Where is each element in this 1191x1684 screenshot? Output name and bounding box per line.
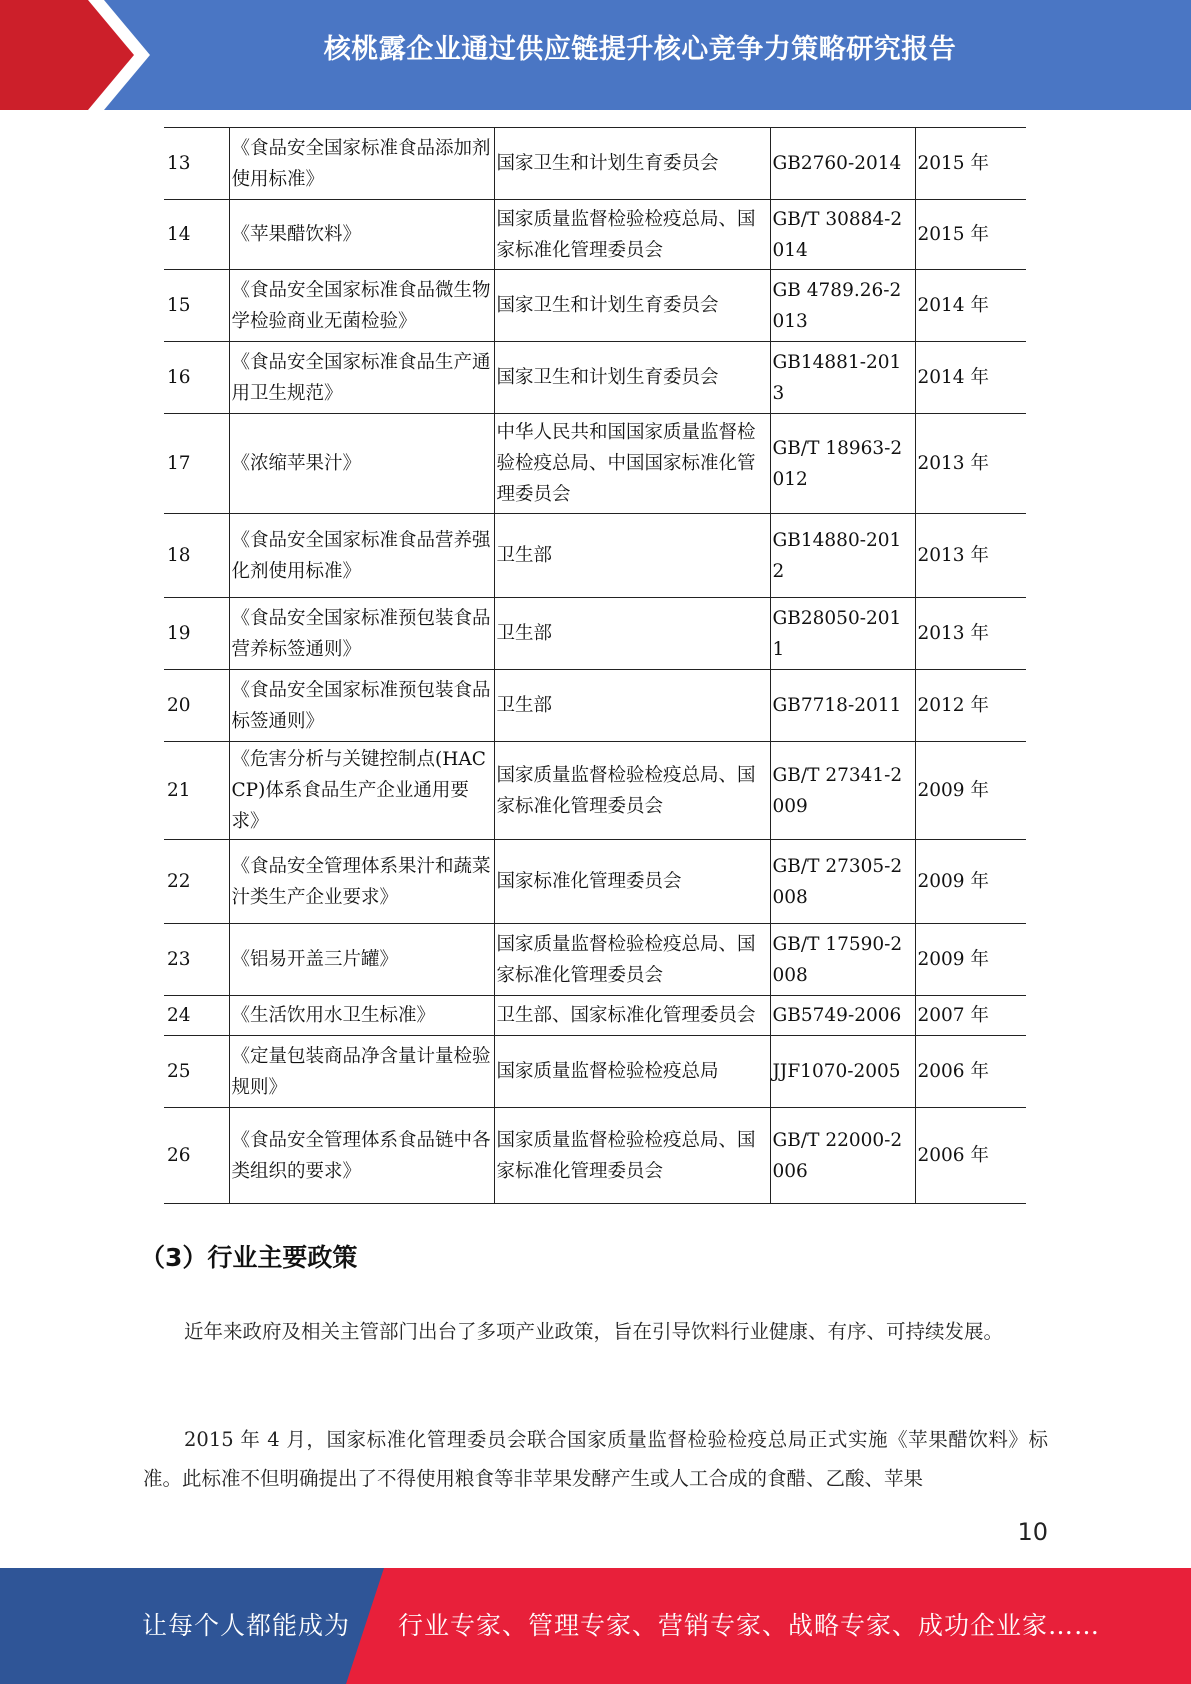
policy-paragraph-1: 近年来政府及相关主管部门出台了多项产业政策，旨在引导饮料行业健康、有序、可持续发展。 xyxy=(184,1320,1004,1343)
table-row xyxy=(164,840,1026,924)
table-row xyxy=(164,1108,1026,1204)
standard-name-cell: 《食品安全国家标准预包装食品标签通则》 xyxy=(229,670,494,742)
standard-code-cell: GB28050-2011 xyxy=(770,598,915,670)
row-number-cell: 24 xyxy=(164,996,229,1036)
issuing-organization-cell: 卫生部 xyxy=(494,514,770,598)
issuing-organization-cell: 卫生部 xyxy=(494,670,770,742)
effective-year-cell: 2014 年 xyxy=(915,342,1026,414)
table-row xyxy=(164,342,1026,414)
standard-code-cell: GB/T 27341-2009 xyxy=(770,742,915,840)
standard-code-cell: GB/T 22000-2006 xyxy=(770,1108,915,1204)
table-row xyxy=(164,1036,1026,1108)
effective-year-cell: 2015 年 xyxy=(915,200,1026,270)
report-title: 核桃露企业通过供应链提升核心竞争力策略研究报告 xyxy=(323,34,957,65)
row-number-cell: 23 xyxy=(164,924,229,996)
standard-code-cell: JJF1070-2005 xyxy=(770,1036,915,1108)
standard-code-cell: GB/T 30884-2014 xyxy=(770,200,915,270)
standard-name-cell: 《食品安全国家标准食品生产通用卫生规范》 xyxy=(229,342,494,414)
standard-name-cell: 《苹果醋饮料》 xyxy=(229,200,494,270)
row-number-cell: 20 xyxy=(164,670,229,742)
standard-code-cell: GB 4789.26-2013 xyxy=(770,270,915,342)
standard-name-cell: 《危害分析与关键控制点(HACCP)体系食品生产企业通用要求》 xyxy=(229,742,494,840)
issuing-organization-cell: 国家卫生和计划生育委员会 xyxy=(494,270,770,342)
standard-code-cell: GB/T 27305-2008 xyxy=(770,840,915,924)
standard-name-cell: 《食品安全国家标准食品微生物学检验商业无菌检验》 xyxy=(229,270,494,342)
issuing-organization-cell: 国家质量监督检验检疫总局、国家标准化管理委员会 xyxy=(494,200,770,270)
standard-name-cell: 《生活饮用水卫生标准》 xyxy=(229,996,494,1036)
issuing-organization-cell: 国家质量监督检验检疫总局、国家标准化管理委员会 xyxy=(494,924,770,996)
standard-code-cell: GB7718-2011 xyxy=(770,670,915,742)
standard-code-cell: GB2760-2014 xyxy=(770,128,915,200)
standard-code-cell: GB/T 17590-2008 xyxy=(770,924,915,996)
effective-year-cell: 2009 年 xyxy=(915,840,1026,924)
table-row xyxy=(164,996,1026,1036)
effective-year-cell: 2013 年 xyxy=(915,514,1026,598)
page-header xyxy=(0,0,1191,110)
issuing-organization-cell: 国家质量监督检验检疫总局、国家标准化管理委员会 xyxy=(494,1108,770,1204)
issuing-organization-cell: 国家质量监督检验检疫总局 xyxy=(494,1036,770,1108)
table-row xyxy=(164,128,1026,200)
effective-year-cell: 2006 年 xyxy=(915,1108,1026,1204)
standard-code-cell: GB14881-2013 xyxy=(770,342,915,414)
policy-paragraph-2: 2015 年 4 月，国家标准化管理委员会联合国家质量监督检验检疫总局正式实施《苹果醋饮料》标准。此标准不但明确提出了不得使用粮食等非苹果发酵产生或人工合成的食醋、乙酸、苹果 xyxy=(143,1428,1048,1490)
standards-table xyxy=(164,127,1026,1204)
effective-year-cell: 2013 年 xyxy=(915,414,1026,514)
standard-code-cell: GB/T 18963-2012 xyxy=(770,414,915,514)
row-number-cell: 16 xyxy=(164,342,229,414)
table-row xyxy=(164,270,1026,342)
effective-year-cell: 2007 年 xyxy=(915,996,1026,1036)
standard-name-cell: 《食品安全国家标准食品营养强化剂使用标准》 xyxy=(229,514,494,598)
issuing-organization-cell: 卫生部、国家标准化管理委员会 xyxy=(494,996,770,1036)
row-number-cell: 25 xyxy=(164,1036,229,1108)
section-heading: （3）行业主要政策 xyxy=(140,1243,358,1272)
standard-name-cell: 《浓缩苹果汁》 xyxy=(229,414,494,514)
standard-name-cell: 《食品安全国家标准食品添加剂使用标准》 xyxy=(229,128,494,200)
table-row xyxy=(164,414,1026,514)
issuing-organization-cell: 国家质量监督检验检疫总局、国家标准化管理委员会 xyxy=(494,742,770,840)
issuing-organization-cell: 国家卫生和计划生育委员会 xyxy=(494,128,770,200)
standard-code-cell: GB14880-2012 xyxy=(770,514,915,598)
standard-name-cell: 《食品安全管理体系食品链中各类组织的要求》 xyxy=(229,1108,494,1204)
row-number-cell: 26 xyxy=(164,1108,229,1204)
standard-name-cell: 《铝易开盖三片罐》 xyxy=(229,924,494,996)
row-number-cell: 18 xyxy=(164,514,229,598)
standard-name-cell: 《食品安全国家标准预包装食品营养标签通则》 xyxy=(229,598,494,670)
row-number-cell: 22 xyxy=(164,840,229,924)
row-number-cell: 21 xyxy=(164,742,229,840)
issuing-organization-cell: 卫生部 xyxy=(494,598,770,670)
effective-year-cell: 2009 年 xyxy=(915,924,1026,996)
effective-year-cell: 2015 年 xyxy=(915,128,1026,200)
table-row xyxy=(164,200,1026,270)
row-number-cell: 19 xyxy=(164,598,229,670)
standard-code-cell: GB5749-2006 xyxy=(770,996,915,1036)
row-number-cell: 13 xyxy=(164,128,229,200)
effective-year-cell: 2013 年 xyxy=(915,598,1026,670)
standard-name-cell: 《定量包装商品净含量计量检验规则》 xyxy=(229,1036,494,1108)
effective-year-cell: 2009 年 xyxy=(915,742,1026,840)
table-row xyxy=(164,924,1026,996)
row-number-cell: 17 xyxy=(164,414,229,514)
issuing-organization-cell: 中华人民共和国国家质量监督检验检疫总局、中国国家标准化管理委员会 xyxy=(494,414,770,514)
effective-year-cell: 2006 年 xyxy=(915,1036,1026,1108)
standard-name-cell: 《食品安全管理体系果汁和蔬菜汁类生产企业要求》 xyxy=(229,840,494,924)
issuing-organization-cell: 国家卫生和计划生育委员会 xyxy=(494,342,770,414)
page-number: 10 xyxy=(1017,1518,1048,1546)
effective-year-cell: 2014 年 xyxy=(915,270,1026,342)
header-arrow-graphic xyxy=(0,0,160,110)
table-row xyxy=(164,670,1026,742)
page-footer xyxy=(0,1568,1191,1684)
standards-table-body xyxy=(164,128,1026,1204)
footer-slogan-right: 行业专家、管理专家、营销专家、战略专家、成功企业家…… xyxy=(398,1611,1101,1640)
table-row xyxy=(164,742,1026,840)
row-number-cell: 14 xyxy=(164,200,229,270)
row-number-cell: 15 xyxy=(164,270,229,342)
issuing-organization-cell: 国家标准化管理委员会 xyxy=(494,840,770,924)
effective-year-cell: 2012 年 xyxy=(915,670,1026,742)
table-row xyxy=(164,514,1026,598)
footer-slogan-left: 让每个人都能成为 xyxy=(142,1611,351,1640)
table-row xyxy=(164,598,1026,670)
